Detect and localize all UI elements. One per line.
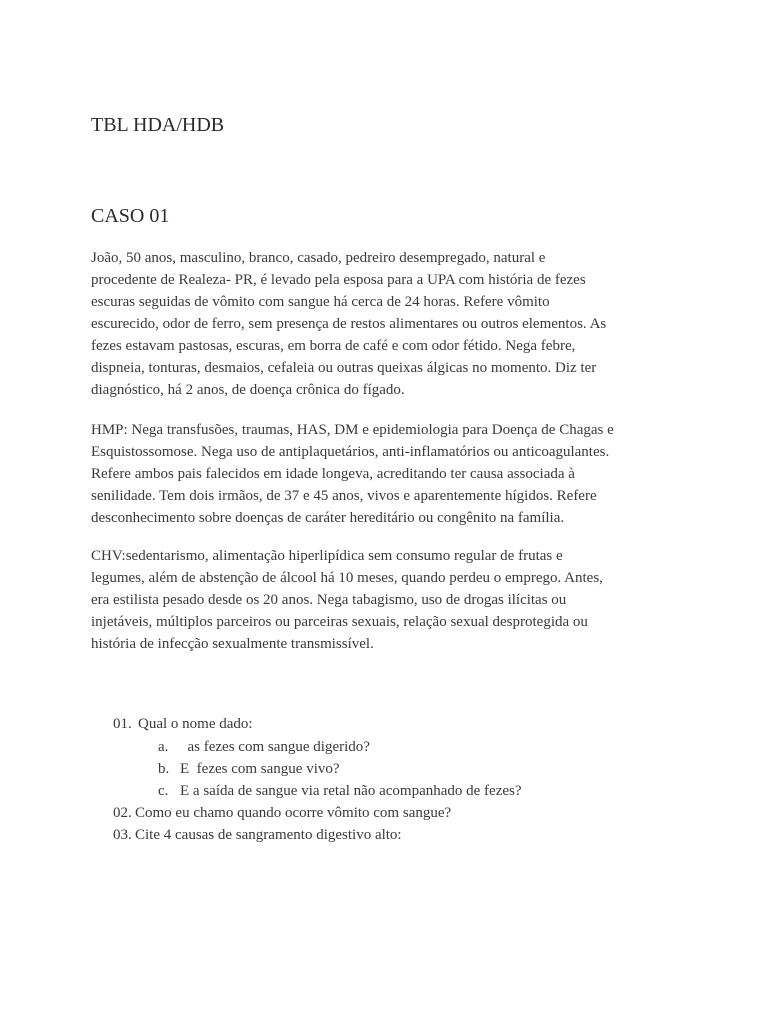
paragraph-line: procedente de Realeza- PR, é levado pela esposa para a UPA com história de fezes <box>91 272 586 288</box>
paragraph-line: João, 50 anos, masculino, branco, casado, pedreiro desempregado, natural e <box>91 250 546 266</box>
paragraph-line: era estilista pesado desde os 20 anos. Nega tabagismo, uso de drogas ilícitas ou <box>91 592 567 608</box>
chv-paragraph <box>91 545 671 655</box>
document-title: TBL HDA/HDB <box>91 114 225 136</box>
question-number: 03. <box>113 827 132 843</box>
subitem-letter: c. <box>158 783 169 799</box>
paragraph-line: escurecido, odor de ferro, sem presença de restos alimentares ou outros elementos. As <box>91 316 607 332</box>
paragraph-line: desconhecimento sobre doenças de caráter hereditário ou congênito na família. <box>91 510 565 526</box>
paragraph-line: Esquistossomose. Nega uso de antiplaquetários, anti-inflamatórios ou anticoagulantes. <box>91 444 610 460</box>
question-number: 01. <box>113 716 132 732</box>
paragraph-line: senilidade. Tem dois irmãos, de 37 e 45 anos, vivos e aparentemente hígidos. Refere <box>91 488 597 504</box>
paragraph-line: história de infecção sexualmente transmissível. <box>91 636 374 652</box>
paragraph-line: CHV:sedentarismo, alimentação hiperlipídica sem consumo regular de frutas e <box>91 548 563 564</box>
subitem-text: E a saída de sangue via retal não acompanhado de fezes? <box>180 783 522 799</box>
case-title: CASO 01 <box>91 205 170 227</box>
subitem-text: E fezes com sangue vivo? <box>180 761 340 777</box>
paragraph-line: diagnóstico, há 2 anos, de doença crônica do fígado. <box>91 382 405 398</box>
case-description-paragraph <box>91 247 671 401</box>
subitem-letter: a. <box>158 739 169 755</box>
question-number: 02. <box>113 805 132 821</box>
paragraph-line: escuras seguidas de vômito com sangue há cerca de 24 horas. Refere vômito <box>91 294 550 310</box>
subitem-text: as fezes com sangue digerido? <box>180 739 370 755</box>
question-text: Qual o nome dado: <box>138 716 253 732</box>
paragraph-line: dispneia, tonturas, desmaios, cefaleia ou outras queixas álgicas no momento. Diz ter <box>91 360 597 376</box>
hmp-paragraph <box>91 419 671 529</box>
paragraph-line: HMP: Nega transfusões, traumas, HAS, DM e epidemiologia para Doença de Chagas e <box>91 422 614 438</box>
paragraph-line: fezes estavam pastosas, escuras, em borra de café e com odor fétido. Nega febre, <box>91 338 576 354</box>
subitem-letter: b. <box>158 761 170 777</box>
paragraph-line: injetáveis, múltiplos parceiros ou parceiras sexuais, relação sexual desprotegida ou <box>91 614 588 630</box>
paragraph-line: legumes, além de abstenção de álcool há 10 meses, quando perdeu o emprego. Antes, <box>91 570 603 586</box>
question-text: Cite 4 causas de sangramento digestivo alto: <box>135 827 402 843</box>
question-text: Como eu chamo quando ocorre vômito com sangue? <box>135 805 452 821</box>
paragraph-line: Refere ambos pais falecidos em idade longeva, acreditando ter causa associada à <box>91 466 575 482</box>
